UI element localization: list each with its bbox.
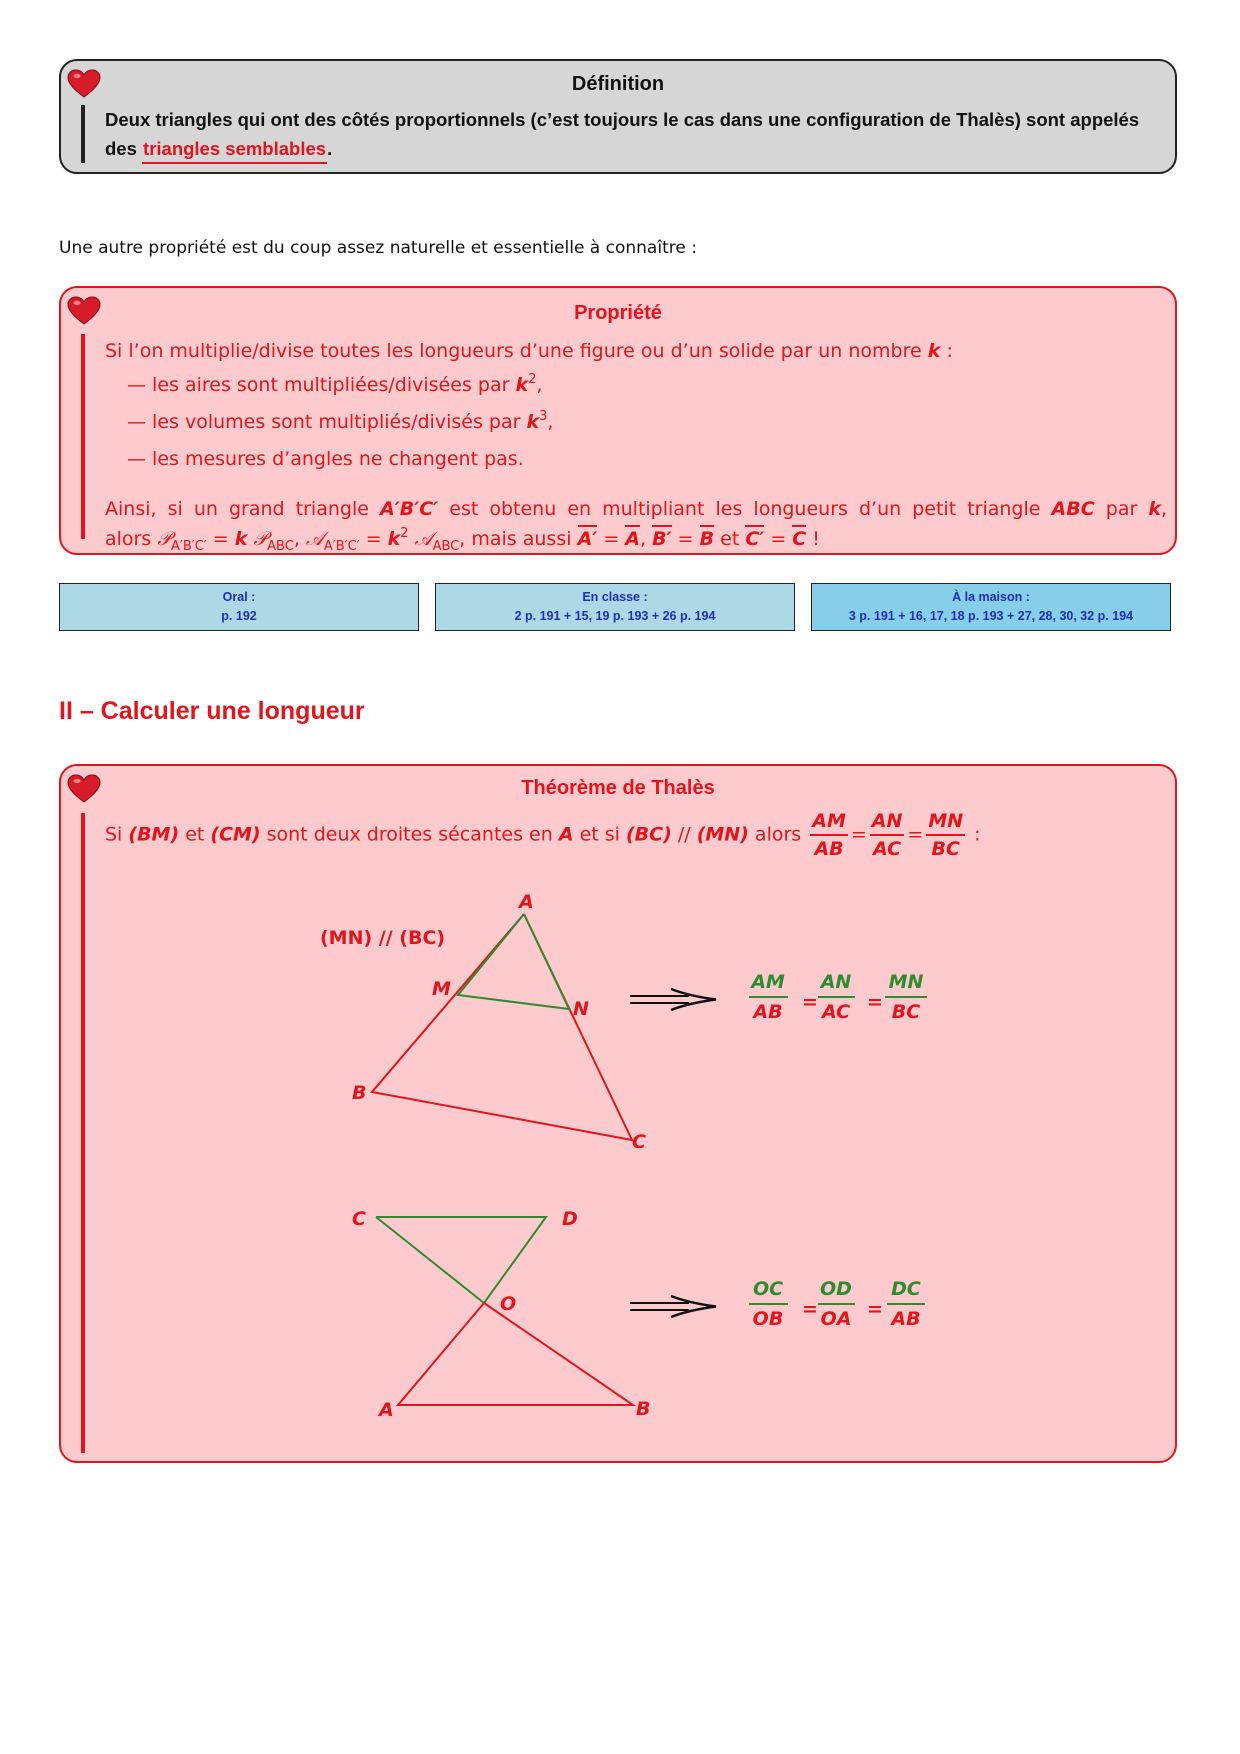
figure2-point-c: C [352, 1208, 366, 1230]
property-bar [81, 334, 85, 539]
svg-text:BC: BC [891, 1001, 921, 1023]
definition-text: Deux triangles qui ont des côtés proportionnels (c’est toujours le cas dans une configuration de Thalès) sont appelés des triangles semblables. [105, 105, 1165, 163]
svg-text:=: = [802, 1298, 818, 1320]
property-title: Propriété [574, 302, 662, 324]
svg-text:MN: MN [888, 971, 924, 993]
arrow-icon [630, 1296, 716, 1317]
svg-text:OB: OB [752, 1308, 784, 1330]
svg-text:AC: AC [821, 1001, 851, 1023]
svg-text:=: = [867, 1298, 883, 1320]
figure1-point-b: B [352, 1082, 367, 1104]
svg-text:OC: OC [752, 1278, 784, 1300]
definition-title: Définition [571, 73, 665, 95]
intro-text: Une autre propriété est du coup assez naturelle et essentielle à connaître : [59, 238, 697, 258]
svg-text:AB: AB [753, 1001, 783, 1023]
theorem-title: Théorème de Thalès [521, 777, 715, 799]
svg-text:DC: DC [891, 1278, 921, 1300]
svg-text:=: = [802, 991, 818, 1013]
property-text: Si l’on multiplie/divise toutes les longueurs d’une figure ou d’un solide par un nombre k : — les aires sont multipliées/divisées par $k^2$, — les volumes sont multipliés/divisés par $k^3$, — les mesures d’angles ne changent pas. Ainsi, si un grand triangle A′B′C′ est obtenu en multipliant les longueurs d’un petit triangle ABC par k, alors 𝒫$_{A'B'C'}$ = k 𝒫$_{ABC}$, 𝒜$_{A'B'C'}$ = $k^2$ 𝒜$_{ABC}$, mais aussi A′ = A, B′ = B et C′ = C ! [105, 340, 1168, 554]
theorem-statement: Si (BM) et (CM) sont deux droites sécantes en A et si (BC) // (MN) alors $\frac{AM}{AB}$ = $\frac{AN}{AC}$ = $\frac{MN}{BC}$ : [105, 810, 981, 860]
definition-highlight: triangles semblables [142, 138, 327, 164]
svg-text:AM: AM [751, 971, 785, 993]
figure2-point-a: A [379, 1399, 394, 1421]
section-title: II – Calculer une longueur [59, 697, 365, 725]
definition-bar [81, 105, 85, 163]
figure1-fractions [749, 971, 927, 1023]
figure1-point-m: M [432, 978, 451, 1000]
figure1-point-n: N [573, 998, 589, 1020]
figure2-point-b: B [636, 1398, 651, 1420]
figure2-fractions [749, 1278, 925, 1330]
figure1-point-a: A [519, 891, 534, 913]
figure1-point-c: C [632, 1131, 646, 1153]
definition-box [59, 59, 1177, 174]
svg-text:OD: OD [820, 1278, 852, 1300]
arrow-icon [630, 989, 716, 1010]
svg-text:OA: OA [820, 1308, 852, 1330]
figure2-point-d: D [562, 1208, 578, 1230]
property-box [59, 286, 1177, 555]
exercise-en-classe: En classe : 2 p. 191 + 15, 19 p. 193 + 26 p. 194 [435, 583, 795, 631]
svg-text:AN: AN [820, 971, 852, 993]
theorem-box [59, 764, 1177, 1463]
exercise-maison: À la maison : 3 p. 191 + 16, 17, 18 p. 193 + 27, 28, 30, 32 p. 194 [811, 583, 1171, 631]
svg-text:=: = [867, 991, 883, 1013]
svg-text:AB: AB [891, 1308, 921, 1330]
exercise-oral: Oral : p. 192 [59, 583, 419, 631]
figure2-point-o: O [500, 1293, 517, 1315]
thales-figures [61, 766, 1175, 1461]
figure1-parallel-label: (MN) // (BC) [320, 927, 446, 949]
